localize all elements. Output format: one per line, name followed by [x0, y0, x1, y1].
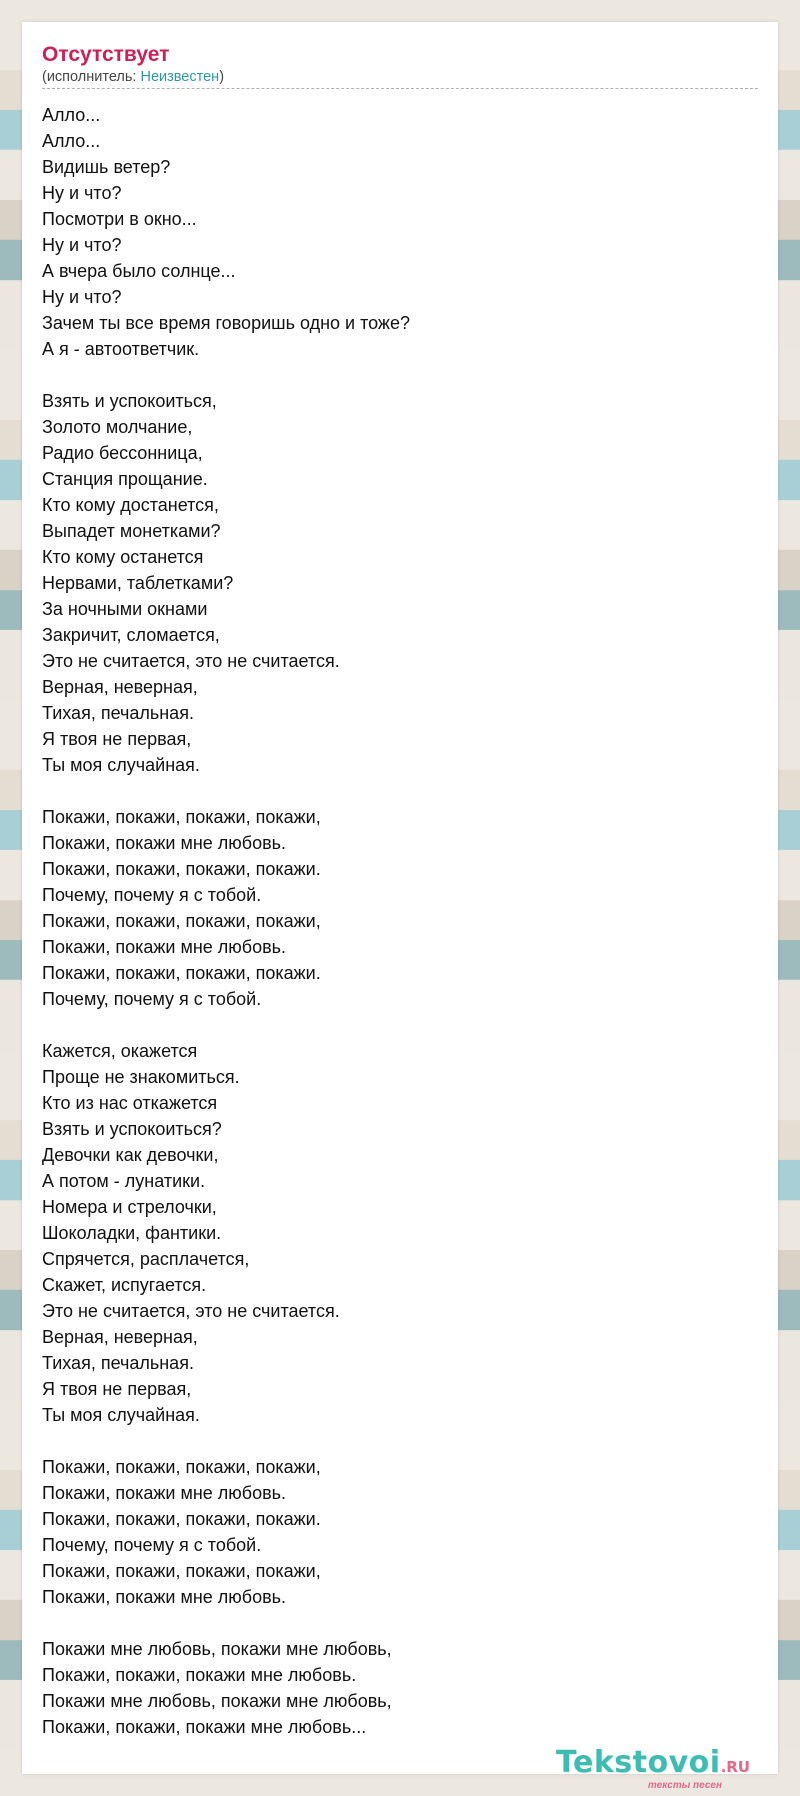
song-header: [42, 42, 758, 89]
lyric-line: Покажи, покажи, покажи мне любовь.: [42, 1665, 357, 1685]
lyric-line: Кто кому останется: [42, 547, 204, 567]
lyric-line: Проще не знакомиться.: [42, 1067, 240, 1087]
lyric-line: Покажи мне любовь, покажи мне любовь,: [42, 1639, 392, 1659]
lyric-line: Ты моя случайная.: [42, 1405, 200, 1425]
lyrics-stanza: [42, 1038, 758, 1428]
lyric-line: Ну и что?: [42, 235, 122, 255]
lyric-line: Тихая, печальная.: [42, 1353, 194, 1373]
lyric-line: Покажи, покажи, покажи, покажи.: [42, 1509, 321, 1529]
lyric-line: Почему, почему я с тобой.: [42, 1535, 262, 1555]
lyrics-stanza: [42, 388, 758, 778]
lyric-line: Я твоя не первая,: [42, 729, 192, 749]
lyric-line: Номера и стрелочки,: [42, 1197, 217, 1217]
lyric-line: Покажи, покажи, покажи, покажи.: [42, 859, 321, 879]
lyrics-body: [42, 102, 758, 1766]
lyric-line: Покажи, покажи, покажи, покажи,: [42, 911, 321, 931]
lyrics-stanza: [42, 804, 758, 1012]
lyric-line: Покажи, покажи, покажи, покажи,: [42, 1561, 321, 1581]
lyric-line: Покажи, покажи мне любовь.: [42, 833, 287, 853]
site-logo[interactable]: [550, 1746, 750, 1796]
lyric-line: За ночными окнами: [42, 599, 208, 619]
lyric-line: Почему, почему я с тобой.: [42, 885, 262, 905]
lyric-line: Видишь ветер?: [42, 157, 171, 177]
lyric-line: А вчера было солнце...: [42, 261, 236, 281]
lyric-line: Это не считается, это не считается.: [42, 1301, 340, 1321]
lyric-line: Кто из нас откажется: [42, 1093, 218, 1113]
lyrics-stanza: [42, 1636, 758, 1740]
lyrics-card: [22, 22, 778, 1791]
lyric-line: Ну и что?: [42, 183, 122, 203]
lyric-line: Это не считается, это не считается.: [42, 651, 340, 671]
lyric-line: Покажи, покажи мне любовь.: [42, 1587, 287, 1607]
lyric-line: Зачем ты все время говоришь одно и тоже?: [42, 313, 410, 333]
lyric-line: Станция прощание.: [42, 469, 208, 489]
lyric-line: Верная, неверная,: [42, 677, 198, 697]
lyrics-stanza: [42, 1454, 758, 1610]
lyric-line: Тихая, печальная.: [42, 703, 194, 723]
artist-prefix: (исполнитель:: [42, 69, 141, 85]
logo-tld: .RU: [720, 1758, 750, 1776]
lyric-line: А я - автоответчик.: [42, 339, 200, 359]
lyric-line: Спрячется, расплачется,: [42, 1249, 250, 1269]
lyric-line: Покажи, покажи, покажи мне любовь...: [42, 1717, 367, 1737]
artist-link[interactable]: Неизвестен: [140, 69, 220, 85]
lyric-line: А потом - лунатики.: [42, 1171, 206, 1191]
lyrics-stanza: [42, 102, 758, 362]
lyric-line: Покажи, покажи, покажи, покажи,: [42, 1457, 321, 1477]
lyric-line: Покажи мне любовь, покажи мне любовь,: [42, 1691, 392, 1711]
lyric-line: Покажи, покажи мне любовь.: [42, 937, 287, 957]
lyric-line: Ты моя случайная.: [42, 755, 200, 775]
lyric-line: Взять и успокоиться,: [42, 391, 217, 411]
lyric-line: Кажется, окажется: [42, 1041, 198, 1061]
lyric-line: Алло...: [42, 131, 101, 151]
lyric-line: Нервами, таблетками?: [42, 573, 234, 593]
lyric-line: Взять и успокоиться?: [42, 1119, 222, 1139]
lyric-line: Посмотри в окно...: [42, 209, 197, 229]
lyric-line: Выпадет монетками?: [42, 521, 221, 541]
lyric-line: Алло...: [42, 105, 101, 125]
lyric-line: Девочки как девочки,: [42, 1145, 219, 1165]
lyric-line: Покажи, покажи, покажи, покажи.: [42, 963, 321, 983]
logo-name: Tekstovoi: [556, 1745, 721, 1780]
lyric-line: Кто кому достанется,: [42, 495, 219, 515]
lyric-line: Почему, почему я с тобой.: [42, 989, 262, 1009]
lyric-line: Верная, неверная,: [42, 1327, 198, 1347]
artist-line: [42, 68, 758, 89]
logo-wordmark: [550, 1746, 750, 1784]
lyric-line: Я твоя не первая,: [42, 1379, 192, 1399]
lyric-line: Покажи, покажи мне любовь.: [42, 1483, 287, 1503]
lyric-line: Ну и что?: [42, 287, 122, 307]
lyric-line: Закричит, сломается,: [42, 625, 220, 645]
lyric-line: Скажет, испугается.: [42, 1275, 207, 1295]
song-title: Отсутствует: [42, 43, 170, 66]
lyric-line: Золото молчание,: [42, 417, 193, 437]
logo-tagline: тексты песен: [647, 1780, 722, 1791]
artist-suffix: ): [219, 69, 225, 85]
lyric-line: Покажи, покажи, покажи, покажи,: [42, 807, 321, 827]
lyric-line: Шоколадки, фантики.: [42, 1223, 222, 1243]
lyric-line: Радио бессонница,: [42, 443, 203, 463]
